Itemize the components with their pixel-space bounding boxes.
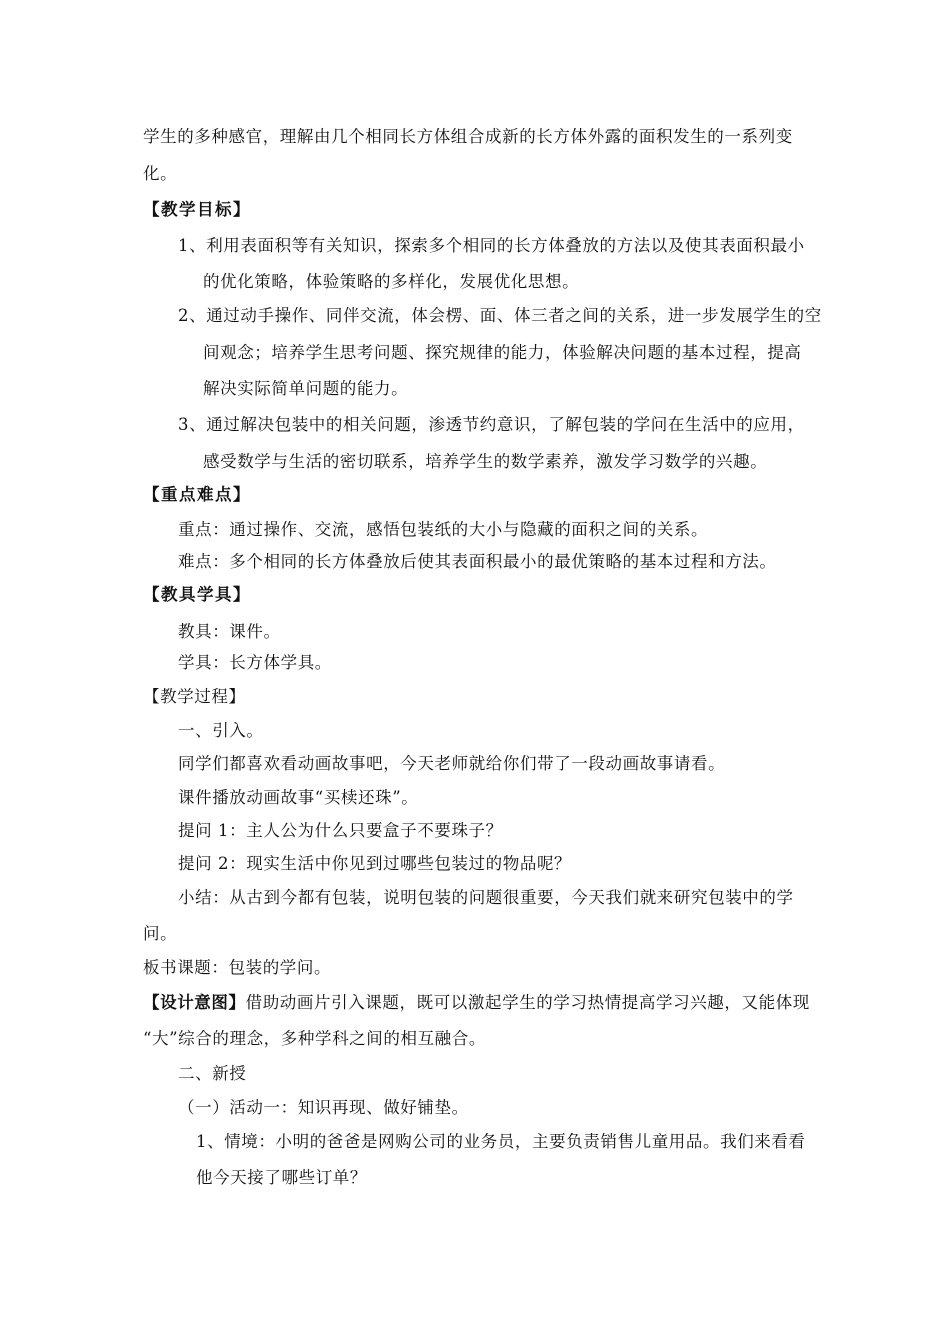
student-materials: 学具：长方体学具。 (178, 653, 332, 672)
design-intent-line-2: “大”综合的理念，多种学科之间的相互融合。 (143, 1029, 486, 1048)
key-points-heading: 【重点难点】 (143, 485, 251, 504)
objective-1-line-1: 1、利用表面积等有关知识，探索多个相同的长方体叠放的方法以及使其表面积最小 (178, 236, 805, 255)
activity-1-title: （一）活动一：知识再现、做好铺垫。 (178, 1098, 469, 1117)
design-intent-text: 借助动画片引入课题，既可以激起学生的学习热情提高学习兴趣，又能体现 (245, 993, 810, 1012)
objective-2-line-2: 间观念；培养学生思考问题、探究规律的能力，体验解决问题的基本过程，提高 (203, 343, 802, 362)
teacher-materials: 教具：课件。 (178, 622, 281, 641)
animation-paragraph: 课件播放动画故事“买椟还珠”。 (178, 788, 419, 807)
difficult-point: 难点：多个相同的长方体叠放后使其表面积最小的最优策略的基本过程和方法。 (178, 552, 777, 571)
intro-line-1: 学生的多种感官，理解由几个相同长方体组合成新的长方体外露的面积发生的一系列变 (143, 127, 793, 146)
design-intent-label: 【设计意图】 (143, 993, 246, 1012)
intro-line-2: 化。 (143, 164, 178, 183)
situation-line-2: 他今天接了哪些订单？ (196, 1168, 367, 1187)
intro-paragraph: 同学们都喜欢看动画故事吧，今天老师就给你们带了一段动画故事请看。 (178, 754, 726, 773)
objective-2-line-3: 解决实际简单问题的能力。 (203, 379, 409, 398)
step-2-title: 二、新授 (178, 1064, 247, 1083)
question-2: 提问 2：现实生活中你见到过哪些包装过的物品呢？ (178, 854, 572, 873)
objective-3-line-2: 感受数学与生活的密切联系，培养学生的数学素养，激发学习数学的兴趣。 (203, 452, 768, 471)
objective-3-line-1: 3、通过解决包装中的相关问题，渗透节约意识，了解包装的学问在生活中的应用， (178, 415, 805, 434)
question-1: 提问 1：主人公为什么只要盒子不要珠子？ (178, 821, 503, 840)
materials-heading: 【教具学具】 (143, 585, 251, 604)
objective-2-line-1: 2、通过动手操作、同伴交流，体会楞、面、体三者之间的关系，进一步发展学生的空 (178, 306, 822, 325)
process-heading: 【教学过程】 (143, 687, 246, 706)
summary-line-2: 问。 (143, 924, 178, 943)
board-title: 板书课题：包装的学问。 (143, 958, 332, 977)
design-intent-line-1 (143, 992, 810, 1014)
objective-1-line-2: 的优化策略，体验策略的多样化，发展优化思想。 (203, 272, 580, 291)
objectives-heading: 【教学目标】 (143, 200, 251, 219)
key-point: 重点：通过操作、交流，感悟包装纸的大小与隐藏的面积之间的关系。 (178, 520, 709, 539)
step-1-title: 一、引入。 (178, 721, 264, 740)
situation-line-1: 1、情境：小明的爸爸是网购公司的业务员，主要负责销售儿童用品。我们来看看 (196, 1132, 806, 1151)
summary-line-1: 小结：从古到今都有包装，说明包装的问题很重要，今天我们就来研究包装中的学 (178, 888, 794, 907)
